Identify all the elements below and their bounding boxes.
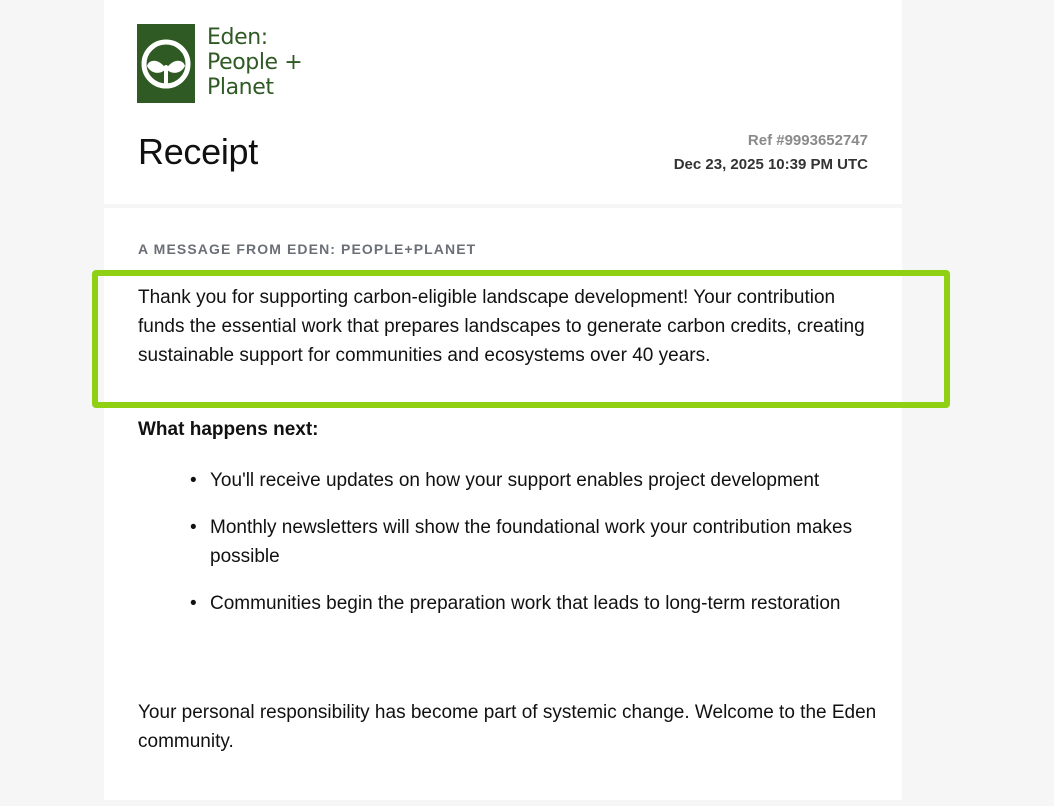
next-step-item bbox=[190, 513, 880, 571]
receipt-title: Receipt bbox=[138, 131, 258, 172]
logo-line-3: Planet bbox=[207, 75, 274, 100]
receipt-date: Dec 23, 2025 10:39 PM UTC bbox=[673, 156, 868, 173]
logo-line-2: People + bbox=[207, 50, 303, 75]
logo-line-1: Eden: bbox=[207, 25, 268, 50]
receipt-header-card bbox=[104, 0, 902, 204]
what-happens-next-heading: What happens next: bbox=[138, 419, 319, 440]
receipt-message-card bbox=[104, 208, 902, 800]
bullet-icon: • bbox=[190, 517, 197, 538]
eden-logo bbox=[137, 24, 302, 103]
closing-message: Your personal responsibility has become part of systemic change. Welcome to the Eden community. bbox=[138, 702, 877, 752]
eden-leaf-icon bbox=[137, 24, 195, 103]
next-step-item bbox=[190, 589, 880, 618]
message-eyebrow: A MESSAGE FROM EDEN: PEOPLE+PLANET bbox=[138, 241, 477, 257]
next-steps-list bbox=[190, 466, 880, 636]
next-step-item bbox=[190, 466, 880, 495]
receipt-reference: Ref #9993652747 bbox=[747, 132, 868, 149]
bullet-icon: • bbox=[190, 470, 197, 491]
thank-you-message: Thank you for supporting carbon-eligible landscape development! Your contribution funds the essential work that prepares landscapes to generate carbon credits, creating sustainable support for communities and ecosystems over 40 years. bbox=[138, 287, 865, 366]
bullet-icon: • bbox=[190, 593, 197, 614]
eden-logo-wordmark bbox=[207, 25, 302, 100]
next-step-text: Monthly newsletters will show the foundational work your contribution makes possible bbox=[210, 517, 853, 567]
next-step-text: Communities begin the preparation work that leads to long-term restoration bbox=[210, 593, 841, 614]
next-step-text: You'll receive updates on how your support enables project development bbox=[210, 470, 820, 491]
